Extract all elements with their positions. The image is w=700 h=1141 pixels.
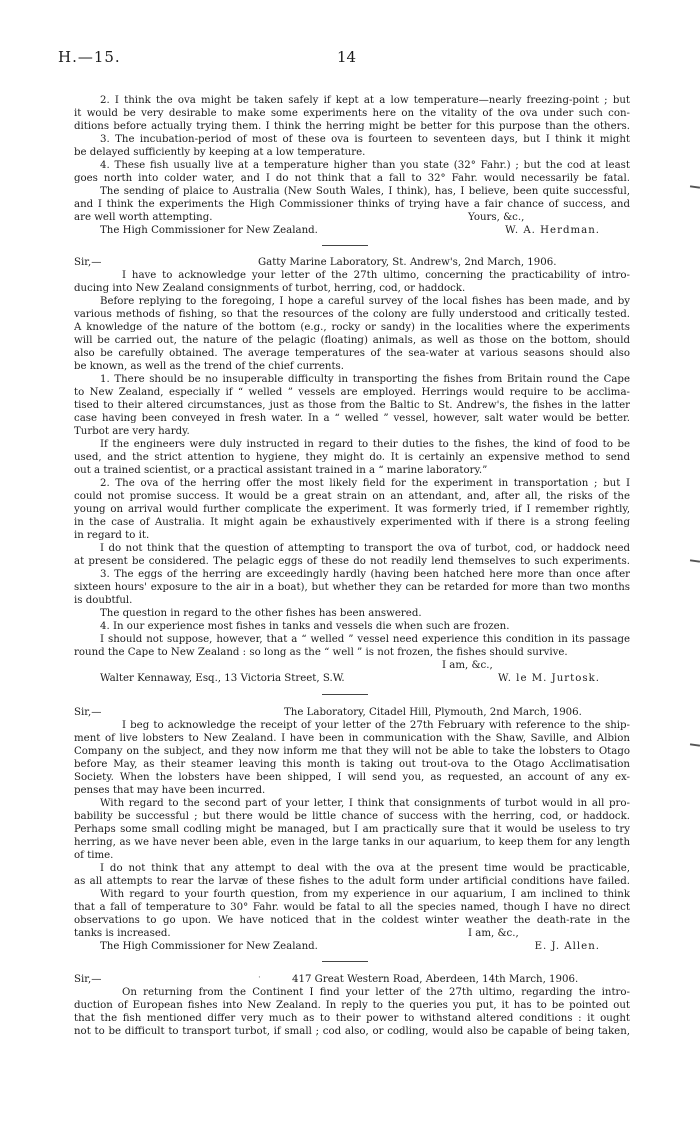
valediction: I am, &c., (442, 660, 493, 671)
signature: W. A. Herdman. (505, 225, 600, 236)
scan-edge-mark (690, 743, 700, 746)
paragraph-line: will be carried out, the nature of the pelagic (floating) animals, as well as those on the bottom, should (74, 335, 630, 346)
paragraph-line: also be carefully obtained. The average temperatures of the sea-water at various seasons should also (74, 348, 630, 359)
paragraph-line: 3. The eggs of the herring are exceedingly hardly (having been hatched here more than once after (100, 569, 630, 580)
paragraph-line: it would be very desirable to make some experiments here on the vitality of the ova under such con- (74, 108, 630, 119)
paragraph-line: sixteen hours' exposure to the air in a boat), but whether they can be retarded for more than two months (74, 582, 630, 593)
signature: E. J. Allen. (534, 941, 600, 952)
paragraph-line: I should not suppose, however, that a “ welled ” vessel need experience this condition in its passage (100, 634, 630, 645)
paragraph-line: With regard to the second part of your letter, I think that consignments of turbot would in all pro- (100, 798, 630, 809)
stray-mark: · (258, 973, 261, 983)
paragraph-line: be delayed sufficiently by keeping at a low temperature. (74, 147, 366, 158)
paragraph-line: round the Cape to New Zealand : so long as the “ well ” is not frozen, the fishes should survive. (74, 647, 568, 658)
paragraph-line: 3. The incubation-period of most of these ova is fourteen to seventeen days, but I think it might (100, 134, 630, 145)
paragraph-line: Company on the subject, and they now inform me that they will not be able to take the lobsters to Otago (74, 746, 630, 757)
paragraph-line: On returning from the Continent I find your letter of the 27th ultimo, regarding the intro- (122, 987, 630, 998)
paragraph-line: The sending of plaice to Australia (New South Wales, I think), has, I believe, been quite successful, (100, 186, 630, 197)
paragraph-line: tised to their altered circumstances, just as those from the Baltic to St. Andrew's, the fishes in the latter (74, 400, 630, 411)
paragraph-line: 1. There should be no insuperable difficulty in transporting the fishes from Britain round the Cape (100, 374, 630, 385)
paragraph-line: A knowledge of the nature of the bottom (e.g., rocky or sandy) in the localities where the experiments (74, 322, 630, 333)
paragraph-line: that a fall of temperature to 30° Fahr. would be fatal to all the species named, though I have no direct (74, 902, 630, 913)
paragraph-line: in regard to it. (74, 530, 150, 541)
parliamentary-paper-code: H.—15. (58, 48, 121, 66)
letter-address: The Laboratory, Citadel Hill, Plymouth, 2nd March, 1906. (284, 707, 582, 718)
paragraph-line: is doubtful. (74, 595, 133, 606)
paragraph-line: Society. When the lobsters have been shipped, I will send you, as requested, an account of any ex- (74, 772, 630, 783)
paragraph-line: at present be considered. The pelagic eggs of these do not readily lend themselves to such experiments. (74, 556, 630, 567)
paragraph-line: 4. These fish usually live at a temperature higher than you state (32° Fahr.) ; but the cod at least (100, 160, 630, 171)
paragraph-line: duction of European fishes into New Zealand. In reply to the queries you put, it has to be pointed out (74, 1000, 630, 1011)
paragraph-line: With regard to your fourth question, from my experience in our aquarium, I am inclined to think (100, 889, 630, 900)
paragraph-line: 2. The ova of the herring offer the most likely field for the experiment in transportation ; but I (100, 478, 630, 489)
paragraph-line: not to be difficult to transport turbot, if small ; cod also, or codling, would also be capable of being taken, (74, 1026, 630, 1037)
paragraph-line: are well worth attempting. (74, 212, 213, 223)
paragraph-line: herring, as we have never been able, even in the large tanks in our aquarium, to keep them for any length (74, 837, 630, 848)
divider (322, 694, 368, 695)
paragraph-line: I do not think that the question of attempting to transport the ova of turbot, cod, or haddock need (100, 543, 630, 554)
paragraph-line: that the fish mentioned differ very much as to their power to withstand altered conditions : it ought (74, 1013, 630, 1024)
scan-edge-mark (690, 185, 700, 188)
paragraph-line: I do not think that any attempt to deal with the ova at the present time would be practicable, (100, 863, 630, 874)
recipient: The High Commissioner for New Zealand. (100, 225, 318, 236)
paragraph-line: Turbot are very hardy. (74, 426, 190, 437)
paragraph-line: as all attempts to rear the larvæ of these fishes to the adult form under artificial conditions have failed. (74, 876, 630, 887)
paragraph-line: The question in regard to the other fishes has been answered. (100, 608, 422, 619)
paragraph-line: Before replying to the foregoing, I hope a careful survey of the local fishes has been made, and by (100, 296, 630, 307)
valediction: Yours, &c., (468, 212, 525, 223)
paragraph-line: used, and the strict attention to hygiene, they might do. It is certainly an expensive method to send (74, 452, 630, 463)
paragraph-line: ducing into New Zealand consignments of turbot, herring, cod, or haddock. (74, 283, 466, 294)
paragraph-line: 4. In our experience most fishes in tanks and vessels die when such are frozen. (100, 621, 510, 632)
letter-address: 417 Great Western Road, Aberdeen, 14th March, 1906. (292, 974, 579, 985)
paragraph-line: could not promise success. It would be a great strain on an attendant, and, after all, the risks of the (74, 491, 630, 502)
paragraph-line: before May, as their steamer leaving this month is taking out trout-ova to the Otago Acclimatisation (74, 759, 630, 770)
valediction: I am, &c., (468, 928, 519, 939)
page-number: 14 (337, 48, 357, 66)
scan-edge-mark (690, 559, 700, 562)
paragraph-line: I beg to acknowledge the receipt of your letter of the 27th February with reference to the ship- (122, 720, 630, 731)
salutation: Sir,— (74, 257, 102, 268)
paragraph-line: ment of live lobsters to New Zealand. I have been in communication with the Shaw, Saville, and Albion (74, 733, 630, 744)
salutation: Sir,— (74, 707, 102, 718)
paragraph-line: If the engineers were duly instructed in regard to their duties to the fishes, the kind of food to be (100, 439, 630, 450)
paragraph-line: Perhaps some small codling might be managed, but I am practically sure that it would be useless to try (74, 824, 630, 835)
divider (322, 961, 368, 962)
paragraph-line: ditions before actually trying them. I think the herring might be better for this purpose than the others. (74, 121, 630, 132)
paragraph-line: various methods of fishing, so that the resources of the colony are fully understood and critically tested. (74, 309, 630, 320)
paragraph-line: young on arrival would further complicate the experiment. It was formerly tried, if I remember rightly, (74, 504, 630, 515)
paragraph-line: and I think the experiments the High Commissioner thinks of trying have a fair chance of success, and (74, 199, 630, 210)
paragraph-line: bability be successful ; but there would be little chance of success with the herring, cod, or haddock. (74, 811, 630, 822)
paragraph-line: I have to acknowledge your letter of the 27th ultimo, concerning the practicability of intro- (122, 270, 630, 281)
salutation: Sir,— (74, 974, 102, 985)
paragraph-line: be known, as well as the trend of the chief currents. (74, 361, 345, 372)
paragraph-line: of time. (74, 850, 114, 861)
recipient: The High Commissioner for New Zealand. (100, 941, 318, 952)
divider (322, 245, 368, 246)
paragraph-line: to New Zealand, especially if “ welled ” vessels are employed. Herrings would require to be acclima- (74, 387, 630, 398)
paragraph-line: observations to go upon. We have noticed that in the coldest winter weather the death-rate in the (74, 915, 630, 926)
paragraph-line: out a trained scientist, or a practical assistant trained in a “ marine laboratory.” (74, 465, 488, 476)
paragraph-line: in the case of Australia. It might again be exhaustively experimented with if there is a strong feeling (74, 517, 630, 528)
signature: W. le M. Jurtosk. (498, 673, 600, 684)
paragraph-line: case having been conveyed in fresh water. In a “ welled ” vessel, however, salt water would be better. (74, 413, 630, 424)
recipient: Walter Kennaway, Esq., 13 Victoria Street, S.W. (100, 673, 345, 684)
paragraph-line: 2. I think the ova might be taken safely if kept at a low temperature—nearly freezing-point ; but (100, 95, 630, 106)
paragraph-line: goes north into colder water, and I do not think that a fall to 32° Fahr. would necessarily be fatal. (74, 173, 630, 184)
paragraph-line: penses that may have been incurred. (74, 785, 266, 796)
paragraph-line: tanks is increased. (74, 928, 171, 939)
letter-address: Gatty Marine Laboratory, St. Andrew's, 2nd March, 1906. (258, 257, 557, 268)
